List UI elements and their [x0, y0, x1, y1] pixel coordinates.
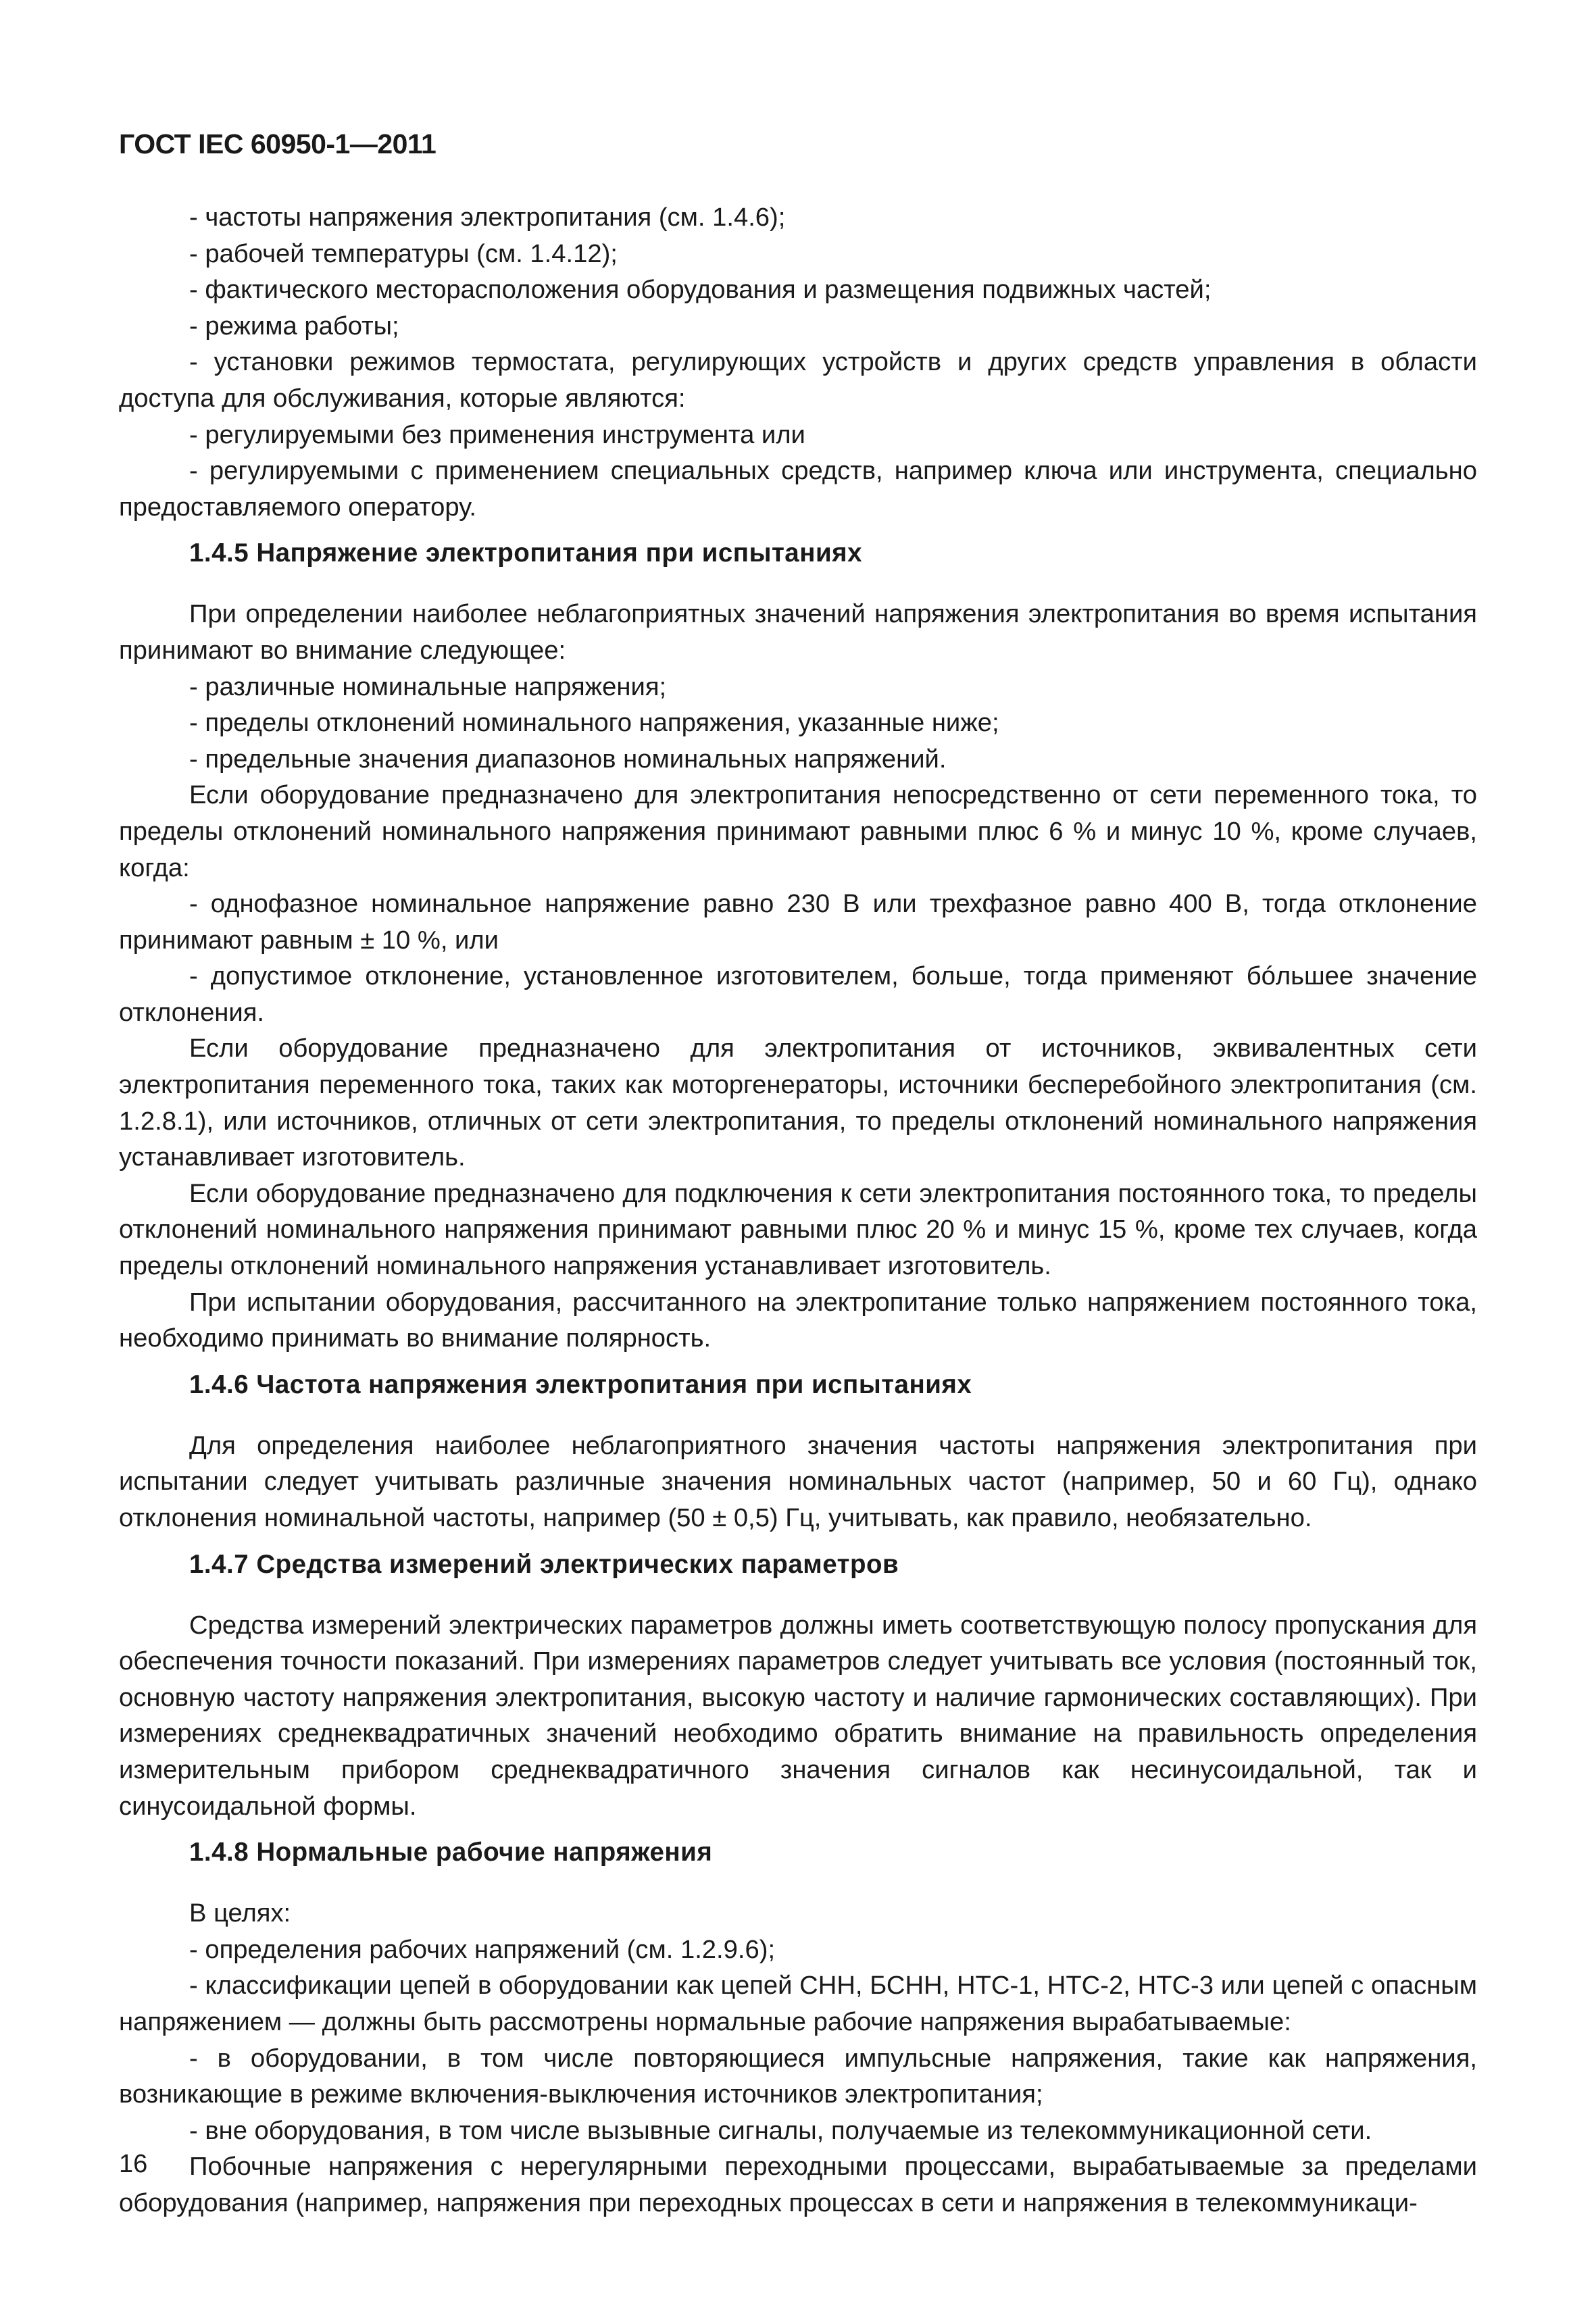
section-1-4-7 [119, 1546, 1477, 1825]
paragraph: - в оборудовании, в том числе повторяющиеся импульсные напряжения, такие как напряжения, возникающие в режиме включения-выключения источников электропитания; [119, 2043, 1477, 2109]
paragraph: Для определения наиболее неблагоприятного значения частоты напряжения электропитания при испытании следует учитывать различные значения номинальных частот (например, 50 и 60 Гц), однако отклонения номинальной частоты, например (50 ± 0,5) Гц, учитывать, как правило, необязательно. [119, 1430, 1477, 1532]
paragraph: При испытании оборудования, рассчитанного на электропитание только напряжением постоянного тока, необходимо принимать во внимание полярность. [119, 1287, 1477, 1353]
paragraph: - допустимое отклонение, установленное изготовителем, больше, тогда применяют бóльшее значение отклонения. [119, 961, 1477, 1027]
paragraph: Если оборудование предназначено для подключения к сети электропитания постоянного тока, то пределы отклонений номинального напряжения принимают равными плюс 20 % и минус 15 %, кроме тех случаев, когда пределы отклонений номинального напряжения устанавливает изготовитель. [119, 1178, 1477, 1281]
paragraph: - различные номинальные напряжения; [189, 672, 667, 701]
section-title: 1.4.7 Средства измерений электрических параметров [189, 1549, 899, 1579]
section-title: 1.4.8 Нормальные рабочие напряжения [189, 1838, 713, 1867]
paragraph: - классификации цепей в оборудовании как цепей СНН, БСНН, НТС-1, НТС-2, НТС-3 или цепей с опасным напряжением — должны быть рассмотрены нормальные рабочие напряжения вырабатываемые: [119, 1971, 1477, 2036]
paragraph: - частоты напряжения электропитания (см. 1.4.6); [189, 203, 786, 232]
paragraph: - вне оборудования, в том числе вызывные сигналы, получаемые из телекоммуникационной сети. [189, 2115, 1372, 2145]
document-page [119, 101, 1477, 2230]
document-code-header: ГОСТ IEC 60950-1—2011 [119, 128, 437, 159]
paragraph: - предельные значения диапазонов номинальных напряжений. [189, 744, 947, 774]
paragraph: - режима работы; [189, 311, 399, 341]
paragraph: Средства измерений электрических параметров должны иметь соответствующую полосу пропускания для обеспечения точности показаний. При измерениях параметров следует учитывать все условия (постоянный ток, основную частоту напряжения электропитания, высокую частоту и наличие гармонических составляющих). При измерениях среднеквадратичных значений необходимо обратить внимание на правильность определения измерительным прибором среднеквадратичного значения сигналов как несинусоидальной, так и синусоидальной формы. [119, 1610, 1477, 1821]
paragraph: - установки режимов термостата, регулирующих устройств и других средств управления в области доступа для обслуживания, которые являются: [119, 347, 1477, 413]
paragraph: Если оборудование предназначено для электропитания от источников, эквивалентных сети электропитания переменного тока, таких как моторгенераторы, источники бесперебойного электропитания (см. 1.2.8.1), или источников, отличных от сети электропитания, то пределы отклонений номинального напряжения устанавливает изготовитель. [119, 1034, 1477, 1172]
intro-list [119, 199, 1477, 525]
page-number: 16 [119, 2150, 148, 2178]
paragraph: В целях: [189, 1898, 291, 1928]
section-1-4-8 [119, 1834, 1477, 2221]
paragraph: Побочные напряжения с нерегулярными переходными процессами, вырабатываемые за пределами оборудования (например, напряжения при переходных процессах в сети и напряжения в телекоммуникаци- [119, 2152, 1477, 2217]
paragraph: - однофазное номинальное напряжение равно 230 В или трехфазное равно 400 В, тогда отклонение принимают равным ± 10 %, или [119, 889, 1477, 955]
paragraph: - фактического месторасположения оборудования и размещения подвижных частей; [189, 275, 1212, 305]
paragraph: При определении наиболее неблагоприятных значений напряжения электропитания во время испытания принимают во внимание следующее: [119, 599, 1477, 665]
section-1-4-5 [119, 535, 1477, 1356]
section-title: 1.4.5 Напряжение электропитания при испытаниях [189, 538, 863, 568]
paragraph: - определения рабочих напряжений (см. 1.2.9.6); [189, 1934, 776, 1964]
paragraph: - регулируемыми без применения инструмента или [189, 420, 805, 449]
paragraph: - регулируемыми с применением специальных средств, например ключа или инструмента, специально предоставляемого оператору. [119, 456, 1477, 522]
paragraph: Если оборудование предназначено для электропитания непосредственно от сети переменного тока, то пределы отклонений номинального напряжения принимают равными плюс 6 % и минус 10 %, кроме случаев, когда: [119, 780, 1477, 882]
section-title: 1.4.6 Частота напряжения электропитания при испытаниях [189, 1369, 972, 1399]
section-1-4-6 [119, 1367, 1477, 1536]
paragraph: - рабочей температуры (см. 1.4.12); [189, 238, 618, 268]
paragraph: - пределы отклонений номинального напряжения, указанные ниже; [189, 708, 999, 738]
